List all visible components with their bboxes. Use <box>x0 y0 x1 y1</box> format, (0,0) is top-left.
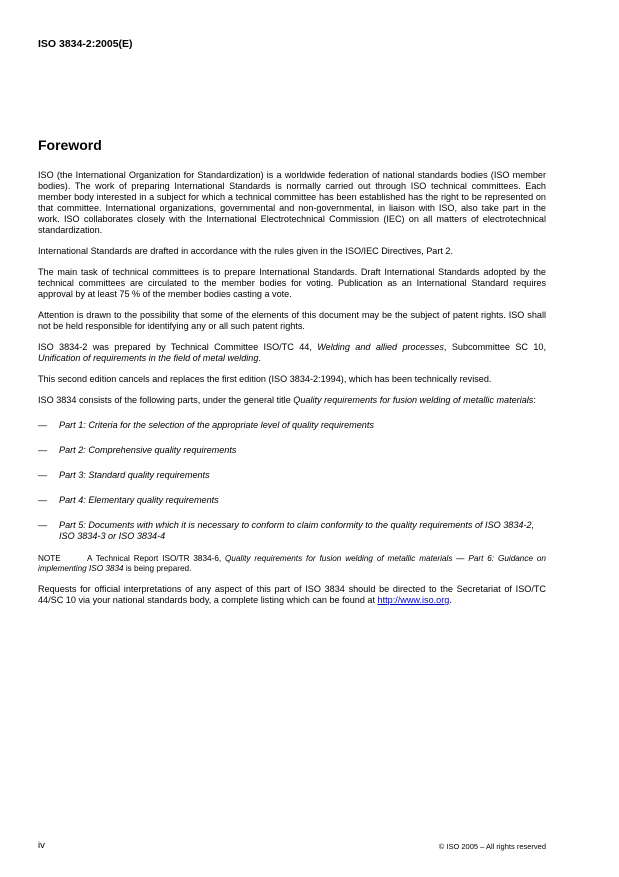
document-id-header: ISO 3834-2:2005(E) <box>38 38 133 50</box>
parts-intro-text: ISO 3834 consists of the following parts, under the general title <box>38 395 294 405</box>
dash-bullet: — <box>38 445 48 455</box>
prepared-by-text: ISO 3834-2 was prepared by Technical Committee ISO/TC 44, <box>38 342 318 352</box>
note-text: A Technical Report ISO/TR 3834-6, <box>87 554 226 563</box>
part-2-title: Part 2: Comprehensive quality requirements <box>59 445 237 455</box>
note-report-title: Quality requirements for fusion welding of metallic materials — Part 6: Guidance on implementing ISO 3834 <box>38 554 546 573</box>
iso-website-link[interactable]: http://www.iso.org <box>377 595 450 605</box>
part-4-title: Part 4: Elementary quality requirements <box>59 495 219 505</box>
paragraph-patent: Attention is drawn to the possibility that some of the elements of this document may be the subject of patent rights. ISO shall not be held responsible for identifying any or all such patent rights. <box>38 310 546 331</box>
parts-intro-colon: : <box>533 395 536 405</box>
part-3-title: Part 3: Standard quality requirements <box>59 470 210 480</box>
general-title: Quality requirements for fusion welding of metallic materials <box>293 395 534 405</box>
requests-end: . <box>449 595 452 605</box>
subcommittee-title: Unification of requirements in the field of metal welding <box>38 353 259 363</box>
note <box>38 554 546 574</box>
list-item <box>38 445 546 456</box>
page-title: Foreword <box>38 137 102 153</box>
part-5-title: Part 5: Documents with which it is necessary to conform to claim conformity to the quality requirements of ISO 3834-2, ISO 3834-3 or ISO 3834-4 <box>59 520 535 541</box>
prepared-by-end: . <box>258 353 261 363</box>
dash-bullet: — <box>38 470 48 480</box>
list-item <box>38 470 546 481</box>
paragraph-main-task: The main task of technical committees is to prepare International Standards. Draft International Standards adopted by the technical committees are circulated to the member bodies for voting. Publication as an International Standard requires approval by at least 75 % of the member bodies casting a vote. <box>38 267 546 299</box>
dash-bullet: — <box>38 420 48 430</box>
list-item <box>38 520 546 542</box>
note-end: is being prepared. <box>123 564 192 573</box>
note-label: NOTE <box>38 554 61 563</box>
page-number: iv <box>38 840 45 851</box>
dash-bullet: — <box>38 520 48 530</box>
list-item <box>38 420 546 431</box>
paragraph-edition: This second edition cancels and replaces the first edition (ISO 3834-2:1994), which has been technically revised. <box>38 374 492 384</box>
list-item <box>38 495 546 506</box>
prepared-by-sc: , Subcommittee SC 10, <box>443 342 546 352</box>
committee-title: Welding and allied processes <box>317 342 444 352</box>
paragraph-directives: International Standards are drafted in accordance with the rules given in the ISO/IEC Directives, Part 2. <box>38 246 453 256</box>
paragraph-prepared-by <box>38 342 546 364</box>
dash-bullet: — <box>38 495 48 505</box>
part-1-title: Part 1: Criteria for the selection of the appropriate level of quality requirements <box>59 420 374 430</box>
copyright-notice: © ISO 2005 – All rights reserved <box>438 842 546 851</box>
paragraph-requests <box>38 584 546 606</box>
paragraph-parts-intro <box>38 395 546 406</box>
foreword-body <box>38 170 546 616</box>
requests-text: Requests for official interpretations of any aspect of this part of ISO 3834 should be directed to the Secretariat of ISO/TC 44/SC 10 via your national standards body, a complete listing which can be found at <box>38 584 546 605</box>
paragraph-iso-intro: ISO (the International Organization for Standardization) is a worldwide federation of national standards bodies (ISO member bodies). The work of preparing International Standards is normally carried out through ISO technical committees. Each member body interested in a subject for which a technical committee has been established has the right to be represented on that committee. International organizations, governmental and non-governmental, in liaison with ISO, also take part in the work. ISO collaborates closely with the International Electrotechnical Commission (IEC) on all matters of electrotechnical standardization. <box>38 170 546 235</box>
